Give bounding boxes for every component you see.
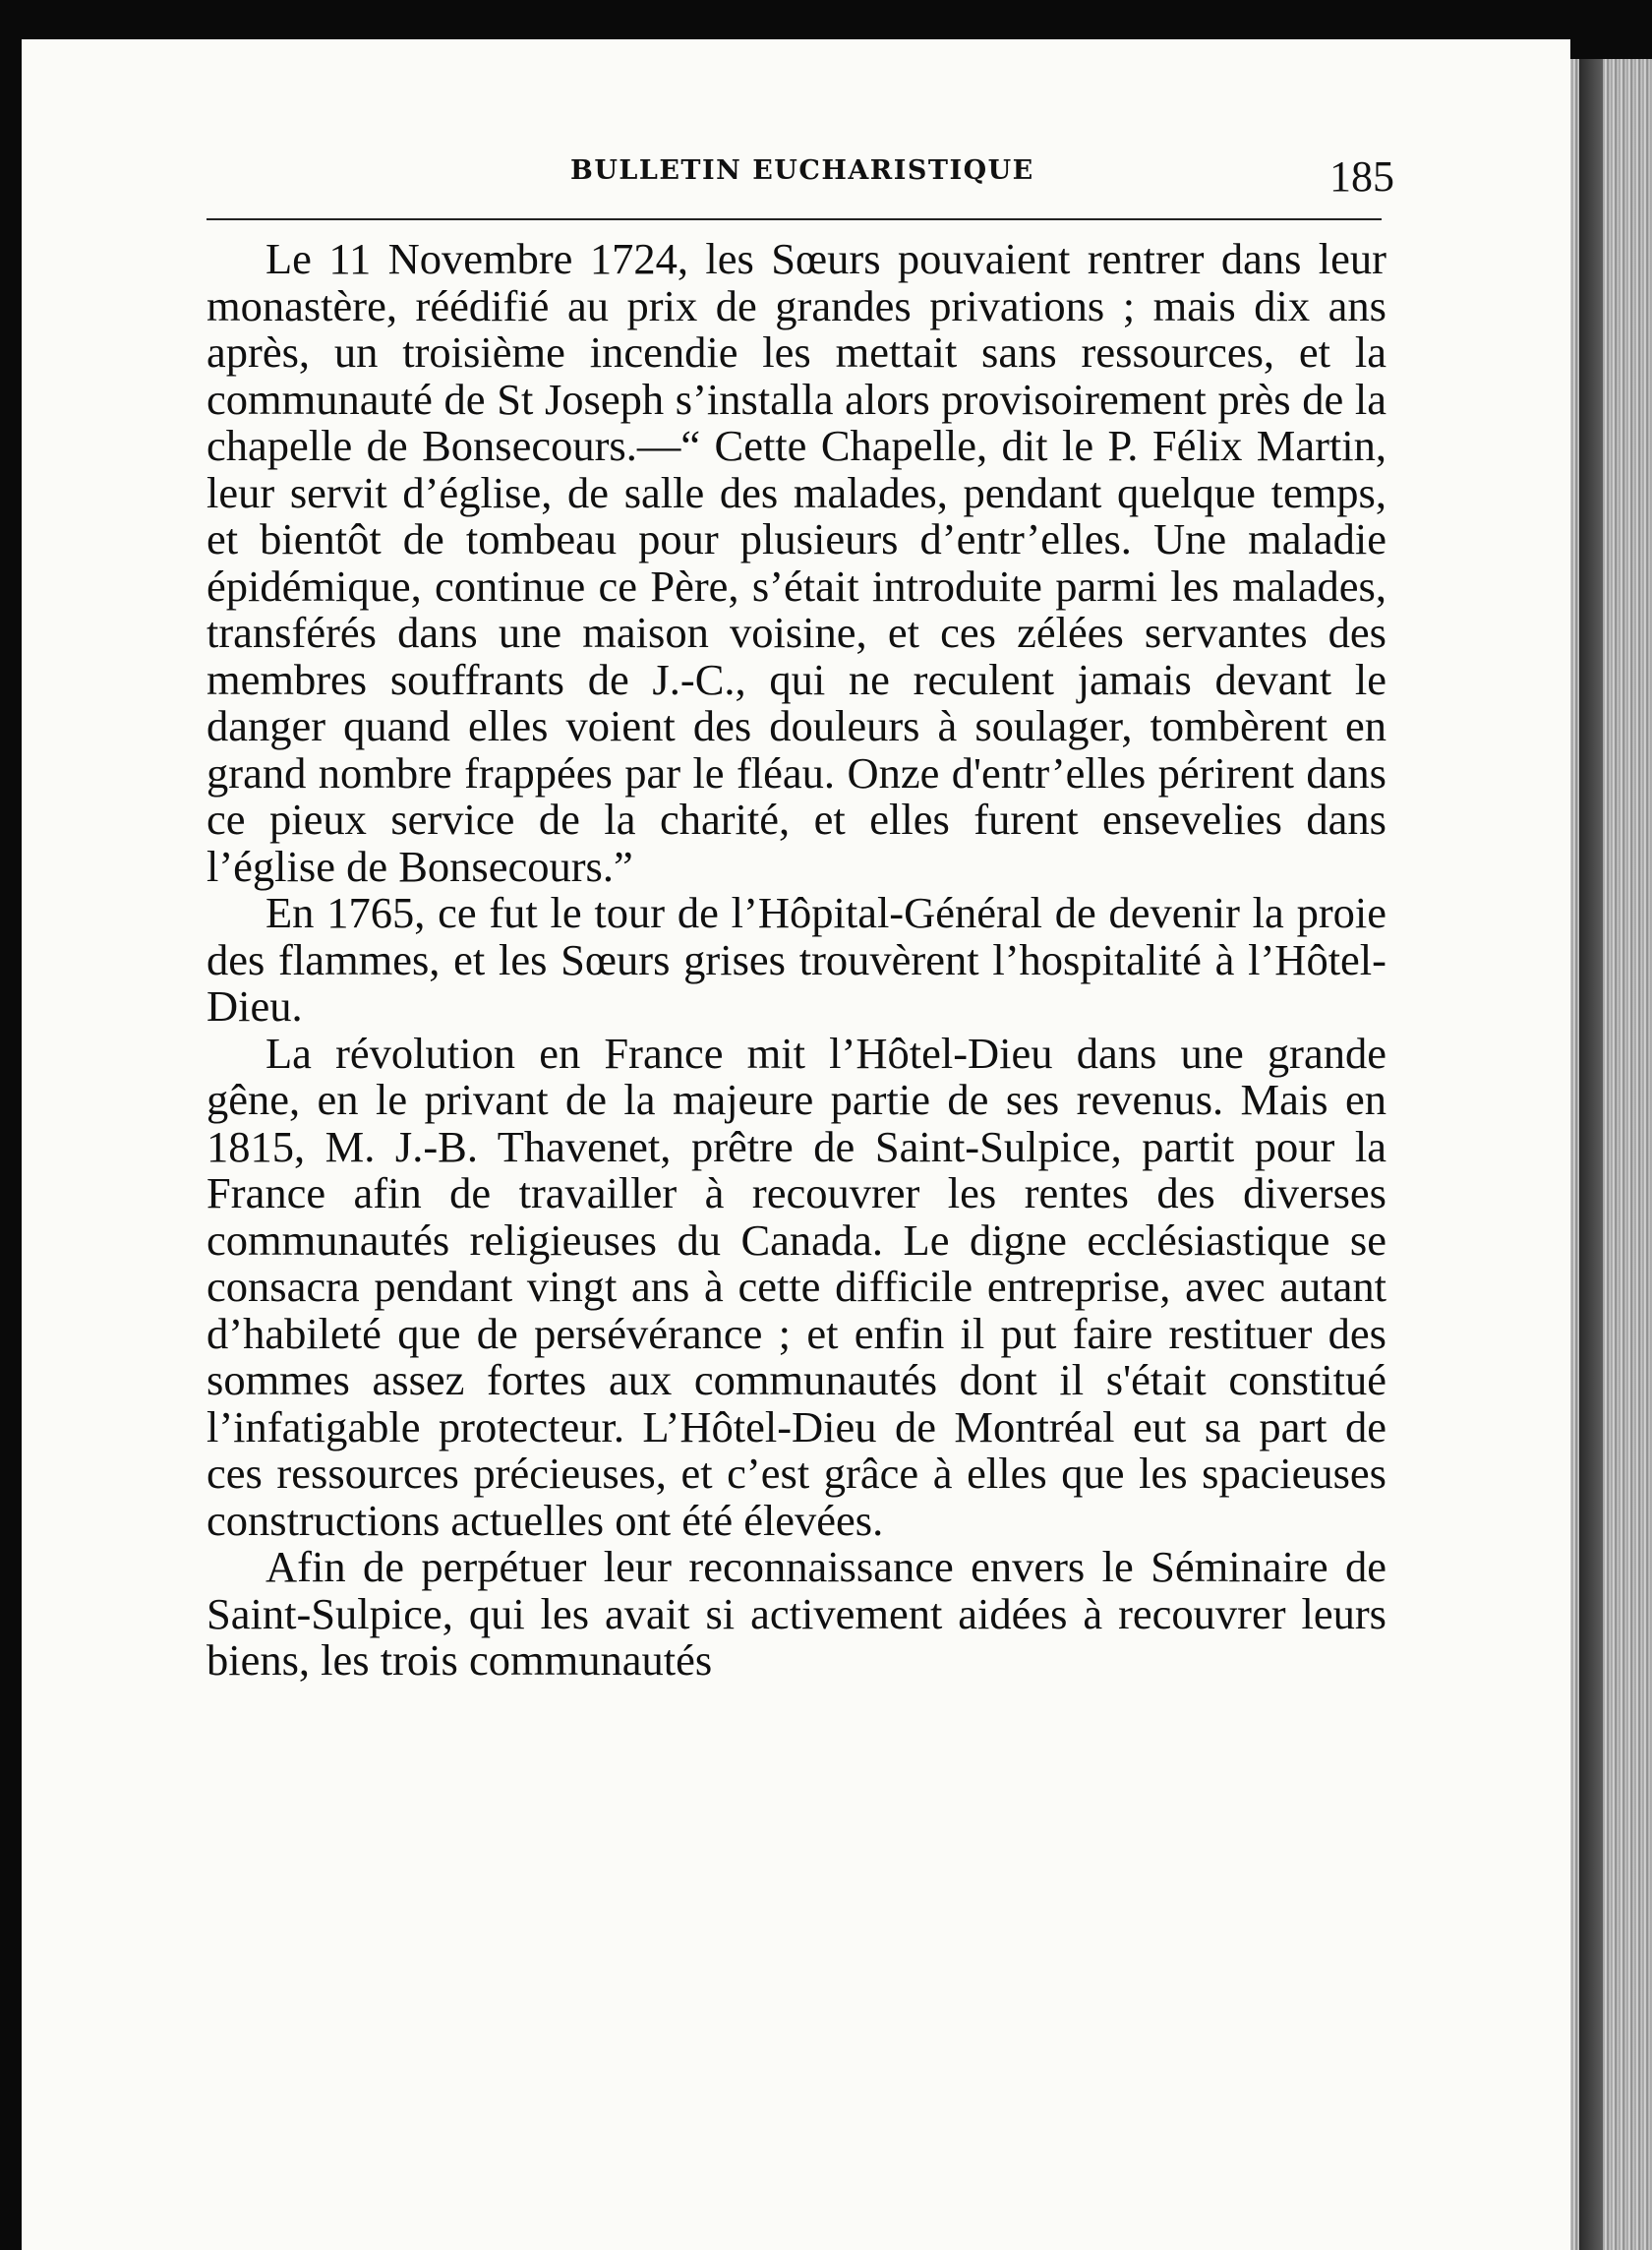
binding-shadow — [1579, 59, 1603, 2250]
header-rule — [206, 218, 1382, 220]
paragraph-3: La révolution en France mit l’Hôtel-Dieu dans une grande gêne, en le privant de la majeure partie de ses revenus. Mais en 1815, M. J.-B. Thavenet, prêtre de Saint-Sulpice, partit pour la France afin de travailler à recouvrer les rentes des diverses communautés religieuses du Canada. Le digne ecclésiastique se consacra pendant vingt ans à cette difficile entreprise, avec autant d’habileté que de persévérance ; et enfin il put faire restituer des sommes assez fortes aux communautés dont il s'était constitué l’infatigable protecteur. L’Hôtel-Dieu de Montréal eut sa part de ces ressources précieuses, et c’est grâce à elles que les spacieuses constructions actuelles ont été élevées. — [206, 1028, 1386, 1545]
page-number: 185 — [1329, 152, 1394, 201]
body-text — [206, 236, 1386, 1685]
page-header — [206, 146, 1394, 224]
paragraph-2: En 1765, ce fut le tour de l’Hôpital-Général de devenir la proie des flammes, et les Sœurs grises trouvèrent l’hospitalité à l’Hôtel-Dieu. — [206, 888, 1386, 1031]
running-title: BULLETIN EUCHARISTIQUE — [570, 155, 1034, 186]
paragraph-4: Afin de perpétuer leur reconnaissance envers le Séminaire de Saint-Sulpice, qui les avait si activement aidées à recouvrer leurs biens, les trois communautés — [206, 1542, 1386, 1685]
paragraph-1: Le 11 Novembre 1724, les Sœurs pouvaient rentrer dans leur monastère, réédifié au prix de grandes privations ; mais dix ans après, un troisième incendie les mettait sans ressources, et la communauté de St Joseph s’installa alors provisoirement près de la chapelle de Bonsecours.—“ Cette Chapelle, dit le P. Félix Martin, leur servit d’église, de salle des malades, pendant quelque temps, et bientôt de tombeau pour plusieurs d’entr’elles. Une maladie épidémique, continue ce Père, s’était introduite parmi les malades, transférés dans une maison voisine, et ces zélées servantes des membres souffrants de J.-C., qui ne reculent jamais devant le danger quand elles voient des douleurs à soulager, tombèrent en grand nombre frappées par le fléau. Onze d'entr’elles périrent dans ce pieux service de la charité, et elles furent ensevelies dans l’église de Bonsecours.” — [206, 234, 1386, 891]
